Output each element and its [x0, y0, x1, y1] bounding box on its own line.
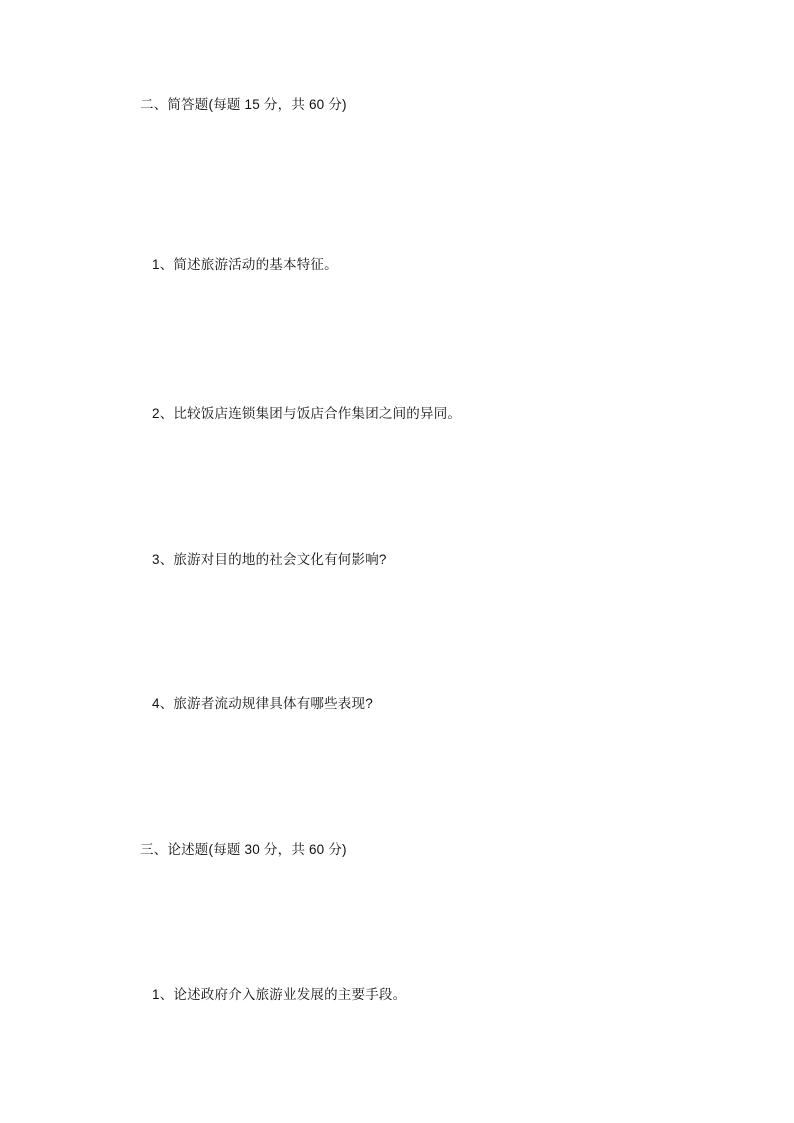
document-body — [140, 95, 660, 1005]
section-heading-short-answer: 二、简答题(每题 15 分，共 60 分) — [140, 97, 347, 112]
question-item: 1、简述旅游活动的基本特征。 — [152, 257, 338, 273]
question-item: 4、旅游者流动规律具体有哪些表现? — [152, 696, 373, 711]
question-item: 2、比较饭店连锁集团与饭店合作集团之间的异同。 — [152, 405, 462, 421]
section-heading-essay: 三、论述题(每题 30 分，共 60 分) — [140, 842, 347, 858]
question-item: 3、旅游对目的地的社会文化有何影响? — [152, 551, 387, 567]
question-item: 1、论述政府介入旅游业发展的主要手段。 — [152, 986, 407, 1002]
